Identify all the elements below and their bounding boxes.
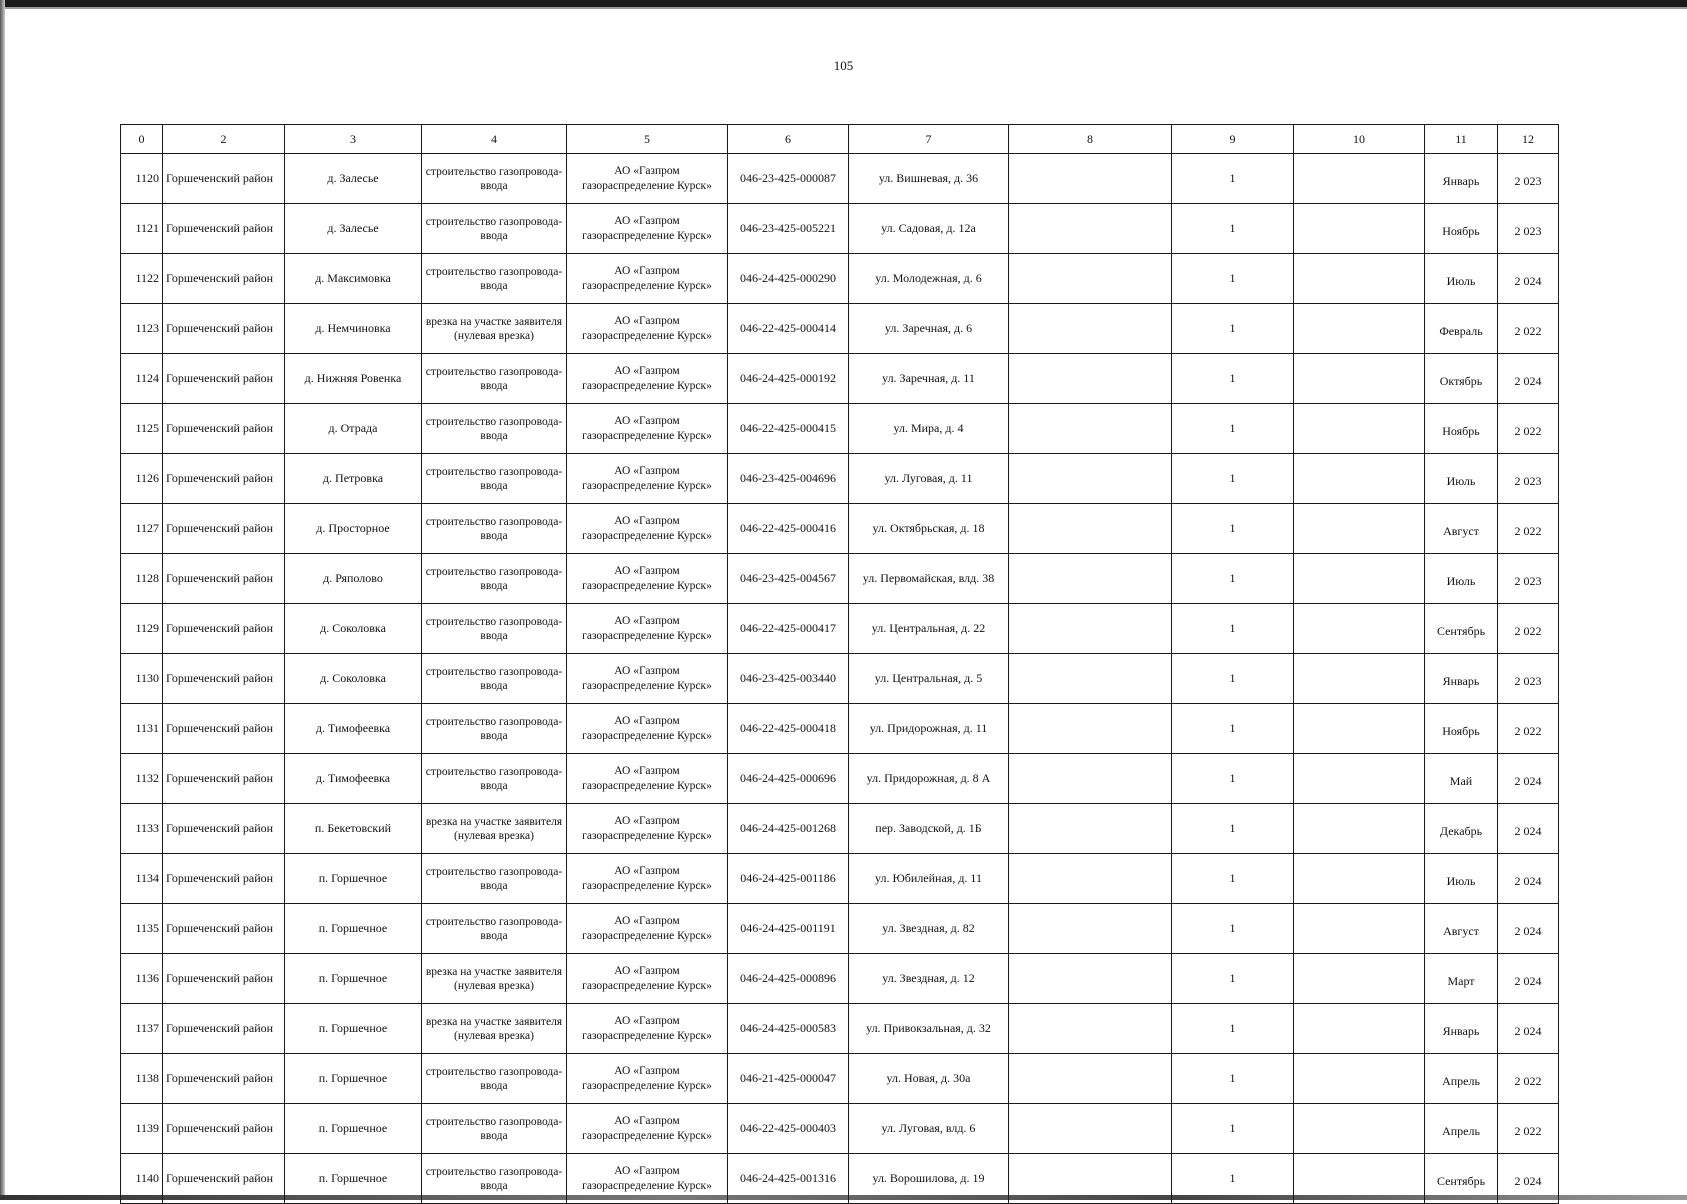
- work-type-cell: строительство газопровода-ввода: [422, 504, 567, 554]
- quantity-cell: 1: [1172, 804, 1294, 854]
- address-cell: ул. Новая, д. 30а: [849, 1054, 1009, 1104]
- district-cell: Горшеченский район: [163, 304, 285, 354]
- column-10-cell: [1294, 504, 1425, 554]
- quantity-cell: 1: [1172, 1054, 1294, 1104]
- quantity-cell: 1: [1172, 654, 1294, 704]
- scan-edge-top-thin: [0, 7, 1687, 9]
- district-cell: Горшеченский район: [163, 704, 285, 754]
- address-cell: ул. Заречная, д. 11: [849, 354, 1009, 404]
- work-type-cell: строительство газопровода-ввода: [422, 1154, 567, 1204]
- organization-cell: АО «Газпром газораспределение Курск»: [567, 604, 728, 654]
- address-cell: ул. Придорожная, д. 8 А: [849, 754, 1009, 804]
- address-cell: ул. Центральная, д. 22: [849, 604, 1009, 654]
- year-cell: 2 022: [1498, 504, 1559, 554]
- table-row: [121, 854, 1559, 904]
- column-header-11: 11: [1425, 125, 1498, 154]
- year-cell: 2 022: [1498, 604, 1559, 654]
- column-10-cell: [1294, 1004, 1425, 1054]
- year-cell: 2 024: [1498, 1154, 1559, 1204]
- month-cell: Январь: [1425, 654, 1498, 704]
- district-cell: Горшеченский район: [163, 204, 285, 254]
- month-cell: Август: [1425, 904, 1498, 954]
- district-cell: Горшеченский район: [163, 604, 285, 654]
- row-number: 1131: [121, 704, 163, 754]
- application-code-cell: 046-24-425-000896: [728, 954, 849, 1004]
- table-row: [121, 804, 1559, 854]
- work-type-cell: врезка на участке заявителя (нулевая врезка): [422, 804, 567, 854]
- month-cell: Ноябрь: [1425, 204, 1498, 254]
- address-cell: ул. Центральная, д. 5: [849, 654, 1009, 704]
- application-code-cell: 046-24-425-001316: [728, 1154, 849, 1204]
- district-cell: Горшеченский район: [163, 854, 285, 904]
- table-row: [121, 754, 1559, 804]
- column-10-cell: [1294, 454, 1425, 504]
- table-row: [121, 654, 1559, 704]
- column-header-3: 3: [285, 125, 422, 154]
- row-number: 1121: [121, 204, 163, 254]
- column-8-cell: [1009, 1054, 1172, 1104]
- column-10-cell: [1294, 854, 1425, 904]
- district-cell: Горшеченский район: [163, 254, 285, 304]
- table-row: [121, 454, 1559, 504]
- address-cell: ул. Привокзальная, д. 32: [849, 1004, 1009, 1054]
- table-row: [121, 254, 1559, 304]
- application-code-cell: 046-22-425-000415: [728, 404, 849, 454]
- organization-cell: АО «Газпром газораспределение Курск»: [567, 904, 728, 954]
- column-10-cell: [1294, 1054, 1425, 1104]
- work-type-cell: строительство газопровода-ввода: [422, 704, 567, 754]
- month-cell: Март: [1425, 954, 1498, 1004]
- month-cell: Июль: [1425, 554, 1498, 604]
- work-type-cell: строительство газопровода-ввода: [422, 454, 567, 504]
- header-row: [121, 125, 1559, 154]
- address-cell: ул. Юбилейная, д. 11: [849, 854, 1009, 904]
- work-type-cell: врезка на участке заявителя (нулевая врезка): [422, 1004, 567, 1054]
- table-row: [121, 704, 1559, 754]
- organization-cell: АО «Газпром газораспределение Курск»: [567, 754, 728, 804]
- row-number: 1128: [121, 554, 163, 604]
- row-number: 1137: [121, 1004, 163, 1054]
- column-8-cell: [1009, 1004, 1172, 1054]
- settlement-cell: п. Горшечное: [285, 904, 422, 954]
- work-type-cell: строительство газопровода-ввода: [422, 404, 567, 454]
- district-cell: Горшеченский район: [163, 154, 285, 204]
- year-cell: 2 023: [1498, 654, 1559, 704]
- column-8-cell: [1009, 404, 1172, 454]
- row-number: 1122: [121, 254, 163, 304]
- column-8-cell: [1009, 154, 1172, 204]
- row-number: 1136: [121, 954, 163, 1004]
- quantity-cell: 1: [1172, 304, 1294, 354]
- settlement-cell: д. Соколовка: [285, 604, 422, 654]
- row-number: 1135: [121, 904, 163, 954]
- year-cell: 2 022: [1498, 404, 1559, 454]
- gas-connection-register-table: [120, 124, 1559, 1204]
- column-8-cell: [1009, 454, 1172, 504]
- month-cell: Ноябрь: [1425, 404, 1498, 454]
- row-number: 1139: [121, 1104, 163, 1154]
- organization-cell: АО «Газпром газораспределение Курск»: [567, 1054, 728, 1104]
- settlement-cell: д. Ряполово: [285, 554, 422, 604]
- row-number: 1138: [121, 1054, 163, 1104]
- year-cell: 2 024: [1498, 754, 1559, 804]
- application-code-cell: 046-22-425-000414: [728, 304, 849, 354]
- table-row: [121, 304, 1559, 354]
- organization-cell: АО «Газпром газораспределение Курск»: [567, 1104, 728, 1154]
- quantity-cell: 1: [1172, 954, 1294, 1004]
- column-header-7: 7: [849, 125, 1009, 154]
- column-8-cell: [1009, 504, 1172, 554]
- column-8-cell: [1009, 304, 1172, 354]
- settlement-cell: п. Горшечное: [285, 1054, 422, 1104]
- settlement-cell: п. Бекетовский: [285, 804, 422, 854]
- district-cell: Горшеченский район: [163, 454, 285, 504]
- organization-cell: АО «Газпром газораспределение Курск»: [567, 254, 728, 304]
- address-cell: пер. Заводской, д. 1Б: [849, 804, 1009, 854]
- row-number: 1134: [121, 854, 163, 904]
- month-cell: Апрель: [1425, 1054, 1498, 1104]
- column-10-cell: [1294, 804, 1425, 854]
- settlement-cell: п. Горшечное: [285, 1154, 422, 1204]
- work-type-cell: строительство газопровода-ввода: [422, 1104, 567, 1154]
- column-8-cell: [1009, 554, 1172, 604]
- table-row: [121, 954, 1559, 1004]
- application-code-cell: 046-22-425-000418: [728, 704, 849, 754]
- column-10-cell: [1294, 704, 1425, 754]
- year-cell: 2 024: [1498, 1004, 1559, 1054]
- column-header-8: 8: [1009, 125, 1172, 154]
- district-cell: Горшеченский район: [163, 1104, 285, 1154]
- table-body: [121, 154, 1559, 1204]
- application-code-cell: 046-24-425-001268: [728, 804, 849, 854]
- table-row: [121, 1154, 1559, 1204]
- settlement-cell: д. Тимофеевка: [285, 754, 422, 804]
- table-row: [121, 1104, 1559, 1154]
- application-code-cell: 046-24-425-000696: [728, 754, 849, 804]
- column-header-0: 0: [121, 125, 163, 154]
- year-cell: 2 024: [1498, 854, 1559, 904]
- address-cell: ул. Придорожная, д. 11: [849, 704, 1009, 754]
- district-cell: Горшеченский район: [163, 354, 285, 404]
- settlement-cell: д. Максимовка: [285, 254, 422, 304]
- column-8-cell: [1009, 904, 1172, 954]
- application-code-cell: 046-22-425-000416: [728, 504, 849, 554]
- quantity-cell: 1: [1172, 854, 1294, 904]
- month-cell: Август: [1425, 504, 1498, 554]
- year-cell: 2 024: [1498, 354, 1559, 404]
- quantity-cell: 1: [1172, 404, 1294, 454]
- address-cell: ул. Звездная, д. 82: [849, 904, 1009, 954]
- table-row: [121, 204, 1559, 254]
- column-10-cell: [1294, 1104, 1425, 1154]
- column-8-cell: [1009, 704, 1172, 754]
- settlement-cell: д. Соколовка: [285, 654, 422, 704]
- month-cell: Июль: [1425, 454, 1498, 504]
- column-10-cell: [1294, 754, 1425, 804]
- column-10-cell: [1294, 554, 1425, 604]
- district-cell: Горшеченский район: [163, 804, 285, 854]
- scan-edge-left: [0, 0, 5, 1200]
- application-code-cell: 046-24-425-000192: [728, 354, 849, 404]
- row-number: 1140: [121, 1154, 163, 1204]
- application-code-cell: 046-21-425-000047: [728, 1054, 849, 1104]
- work-type-cell: врезка на участке заявителя (нулевая врезка): [422, 954, 567, 1004]
- organization-cell: АО «Газпром газораспределение Курск»: [567, 954, 728, 1004]
- settlement-cell: д. Отрада: [285, 404, 422, 454]
- column-8-cell: [1009, 804, 1172, 854]
- district-cell: Горшеченский район: [163, 1054, 285, 1104]
- address-cell: ул. Ворошилова, д. 19: [849, 1154, 1009, 1204]
- settlement-cell: д. Петровка: [285, 454, 422, 504]
- application-code-cell: 046-22-425-000417: [728, 604, 849, 654]
- organization-cell: АО «Газпром газораспределение Курск»: [567, 504, 728, 554]
- address-cell: ул. Звездная, д. 12: [849, 954, 1009, 1004]
- address-cell: ул. Луговая, влд. 6: [849, 1104, 1009, 1154]
- table-row: [121, 904, 1559, 954]
- column-header-12: 12: [1498, 125, 1559, 154]
- application-code-cell: 046-23-425-004696: [728, 454, 849, 504]
- column-8-cell: [1009, 654, 1172, 704]
- work-type-cell: строительство газопровода-ввода: [422, 754, 567, 804]
- table-header: [121, 125, 1559, 154]
- column-8-cell: [1009, 854, 1172, 904]
- row-number: 1126: [121, 454, 163, 504]
- month-cell: Декабрь: [1425, 804, 1498, 854]
- column-8-cell: [1009, 254, 1172, 304]
- year-cell: 2 022: [1498, 1104, 1559, 1154]
- organization-cell: АО «Газпром газораспределение Курск»: [567, 304, 728, 354]
- month-cell: Февраль: [1425, 304, 1498, 354]
- application-code-cell: 046-24-425-000290: [728, 254, 849, 304]
- column-10-cell: [1294, 254, 1425, 304]
- quantity-cell: 1: [1172, 1104, 1294, 1154]
- organization-cell: АО «Газпром газораспределение Курск»: [567, 454, 728, 504]
- month-cell: Июль: [1425, 254, 1498, 304]
- work-type-cell: врезка на участке заявителя (нулевая врезка): [422, 304, 567, 354]
- settlement-cell: п. Горшечное: [285, 1104, 422, 1154]
- settlement-cell: п. Горшечное: [285, 1004, 422, 1054]
- column-8-cell: [1009, 954, 1172, 1004]
- organization-cell: АО «Газпром газораспределение Курск»: [567, 704, 728, 754]
- address-cell: ул. Молодежная, д. 6: [849, 254, 1009, 304]
- application-code-cell: 046-23-425-005221: [728, 204, 849, 254]
- district-cell: Горшеченский район: [163, 1154, 285, 1204]
- table-row: [121, 604, 1559, 654]
- year-cell: 2 024: [1498, 904, 1559, 954]
- column-8-cell: [1009, 1104, 1172, 1154]
- month-cell: Ноябрь: [1425, 704, 1498, 754]
- row-number: 1123: [121, 304, 163, 354]
- table-row: [121, 504, 1559, 554]
- month-cell: Апрель: [1425, 1104, 1498, 1154]
- year-cell: 2 022: [1498, 704, 1559, 754]
- month-cell: Сентябрь: [1425, 604, 1498, 654]
- row-number: 1129: [121, 604, 163, 654]
- scan-edge-top: [0, 0, 1687, 7]
- settlement-cell: д. Немчиновка: [285, 304, 422, 354]
- work-type-cell: строительство газопровода-ввода: [422, 904, 567, 954]
- quantity-cell: 1: [1172, 354, 1294, 404]
- work-type-cell: строительство газопровода-ввода: [422, 154, 567, 204]
- year-cell: 2 024: [1498, 254, 1559, 304]
- month-cell: Октябрь: [1425, 354, 1498, 404]
- quantity-cell: 1: [1172, 1004, 1294, 1054]
- table-row: [121, 1004, 1559, 1054]
- column-8-cell: [1009, 204, 1172, 254]
- row-number: 1120: [121, 154, 163, 204]
- month-cell: Сентябрь: [1425, 1154, 1498, 1204]
- address-cell: ул. Мира, д. 4: [849, 404, 1009, 454]
- application-code-cell: 046-23-425-003440: [728, 654, 849, 704]
- column-10-cell: [1294, 904, 1425, 954]
- row-number: 1124: [121, 354, 163, 404]
- work-type-cell: строительство газопровода-ввода: [422, 1054, 567, 1104]
- organization-cell: АО «Газпром газораспределение Курск»: [567, 654, 728, 704]
- organization-cell: АО «Газпром газораспределение Курск»: [567, 554, 728, 604]
- year-cell: 2 024: [1498, 804, 1559, 854]
- organization-cell: АО «Газпром газораспределение Курск»: [567, 204, 728, 254]
- district-cell: Горшеченский район: [163, 504, 285, 554]
- row-number: 1130: [121, 654, 163, 704]
- quantity-cell: 1: [1172, 154, 1294, 204]
- work-type-cell: строительство газопровода-ввода: [422, 254, 567, 304]
- settlement-cell: д. Просторное: [285, 504, 422, 554]
- settlement-cell: д. Залесье: [285, 204, 422, 254]
- column-8-cell: [1009, 754, 1172, 804]
- year-cell: 2 023: [1498, 154, 1559, 204]
- quantity-cell: 1: [1172, 254, 1294, 304]
- district-cell: Горшеченский район: [163, 404, 285, 454]
- column-10-cell: [1294, 404, 1425, 454]
- table-row: [121, 354, 1559, 404]
- year-cell: 2 023: [1498, 554, 1559, 604]
- application-code-cell: 046-24-425-001186: [728, 854, 849, 904]
- application-code-cell: 046-23-425-000087: [728, 154, 849, 204]
- quantity-cell: 1: [1172, 704, 1294, 754]
- work-type-cell: строительство газопровода-ввода: [422, 554, 567, 604]
- quantity-cell: 1: [1172, 1154, 1294, 1204]
- column-10-cell: [1294, 654, 1425, 704]
- work-type-cell: строительство газопровода-ввода: [422, 654, 567, 704]
- organization-cell: АО «Газпром газораспределение Курск»: [567, 804, 728, 854]
- month-cell: Май: [1425, 754, 1498, 804]
- table-row: [121, 554, 1559, 604]
- district-cell: Горшеченский район: [163, 654, 285, 704]
- application-code-cell: 046-23-425-004567: [728, 554, 849, 604]
- table-row: [121, 1054, 1559, 1104]
- row-number: 1132: [121, 754, 163, 804]
- district-cell: Горшеченский район: [163, 904, 285, 954]
- address-cell: ул. Вишневая, д. 36: [849, 154, 1009, 204]
- column-10-cell: [1294, 304, 1425, 354]
- quantity-cell: 1: [1172, 204, 1294, 254]
- month-cell: Январь: [1425, 1004, 1498, 1054]
- quantity-cell: 1: [1172, 504, 1294, 554]
- column-10-cell: [1294, 954, 1425, 1004]
- settlement-cell: п. Горшечное: [285, 954, 422, 1004]
- column-header-9: 9: [1172, 125, 1294, 154]
- application-code-cell: 046-24-425-001191: [728, 904, 849, 954]
- organization-cell: АО «Газпром газораспределение Курск»: [567, 404, 728, 454]
- column-header-6: 6: [728, 125, 849, 154]
- year-cell: 2 022: [1498, 304, 1559, 354]
- organization-cell: АО «Газпром газораспределение Курск»: [567, 854, 728, 904]
- application-code-cell: 046-22-425-000403: [728, 1104, 849, 1154]
- address-cell: ул. Первомайская, влд. 38: [849, 554, 1009, 604]
- work-type-cell: строительство газопровода-ввода: [422, 604, 567, 654]
- year-cell: 2 023: [1498, 204, 1559, 254]
- district-cell: Горшеченский район: [163, 754, 285, 804]
- organization-cell: АО «Газпром газораспределение Курск»: [567, 1154, 728, 1204]
- page-number: 105: [833, 58, 854, 73]
- district-cell: Горшеченский район: [163, 1004, 285, 1054]
- row-number: 1125: [121, 404, 163, 454]
- work-type-cell: строительство газопровода-ввода: [422, 854, 567, 904]
- table-row: [121, 404, 1559, 454]
- column-10-cell: [1294, 204, 1425, 254]
- district-cell: Горшеченский район: [163, 554, 285, 604]
- settlement-cell: д. Залесье: [285, 154, 422, 204]
- row-number: 1127: [121, 504, 163, 554]
- quantity-cell: 1: [1172, 754, 1294, 804]
- column-10-cell: [1294, 1154, 1425, 1204]
- work-type-cell: строительство газопровода-ввода: [422, 354, 567, 404]
- settlement-cell: д. Нижняя Ровенка: [285, 354, 422, 404]
- column-10-cell: [1294, 354, 1425, 404]
- year-cell: 2 022: [1498, 1054, 1559, 1104]
- row-number: 1133: [121, 804, 163, 854]
- year-cell: 2 024: [1498, 954, 1559, 1004]
- address-cell: ул. Октябрьская, д. 18: [849, 504, 1009, 554]
- column-8-cell: [1009, 1154, 1172, 1204]
- organization-cell: АО «Газпром газораспределение Курск»: [567, 354, 728, 404]
- application-code-cell: 046-24-425-000583: [728, 1004, 849, 1054]
- settlement-cell: п. Горшечное: [285, 854, 422, 904]
- quantity-cell: 1: [1172, 554, 1294, 604]
- work-type-cell: строительство газопровода-ввода: [422, 204, 567, 254]
- column-8-cell: [1009, 354, 1172, 404]
- year-cell: 2 023: [1498, 454, 1559, 504]
- table-row: [121, 154, 1559, 204]
- column-header-2: 2: [163, 125, 285, 154]
- quantity-cell: 1: [1172, 604, 1294, 654]
- organization-cell: АО «Газпром газораспределение Курск»: [567, 154, 728, 204]
- settlement-cell: д. Тимофеевка: [285, 704, 422, 754]
- address-cell: ул. Садовая, д. 12а: [849, 204, 1009, 254]
- month-cell: Январь: [1425, 154, 1498, 204]
- column-header-5: 5: [567, 125, 728, 154]
- column-8-cell: [1009, 604, 1172, 654]
- organization-cell: АО «Газпром газораспределение Курск»: [567, 1004, 728, 1054]
- month-cell: Июль: [1425, 854, 1498, 904]
- quantity-cell: 1: [1172, 904, 1294, 954]
- quantity-cell: 1: [1172, 454, 1294, 504]
- address-cell: ул. Луговая, д. 11: [849, 454, 1009, 504]
- column-10-cell: [1294, 604, 1425, 654]
- column-header-4: 4: [422, 125, 567, 154]
- address-cell: ул. Заречная, д. 6: [849, 304, 1009, 354]
- column-header-10: 10: [1294, 125, 1425, 154]
- district-cell: Горшеченский район: [163, 954, 285, 1004]
- column-10-cell: [1294, 154, 1425, 204]
